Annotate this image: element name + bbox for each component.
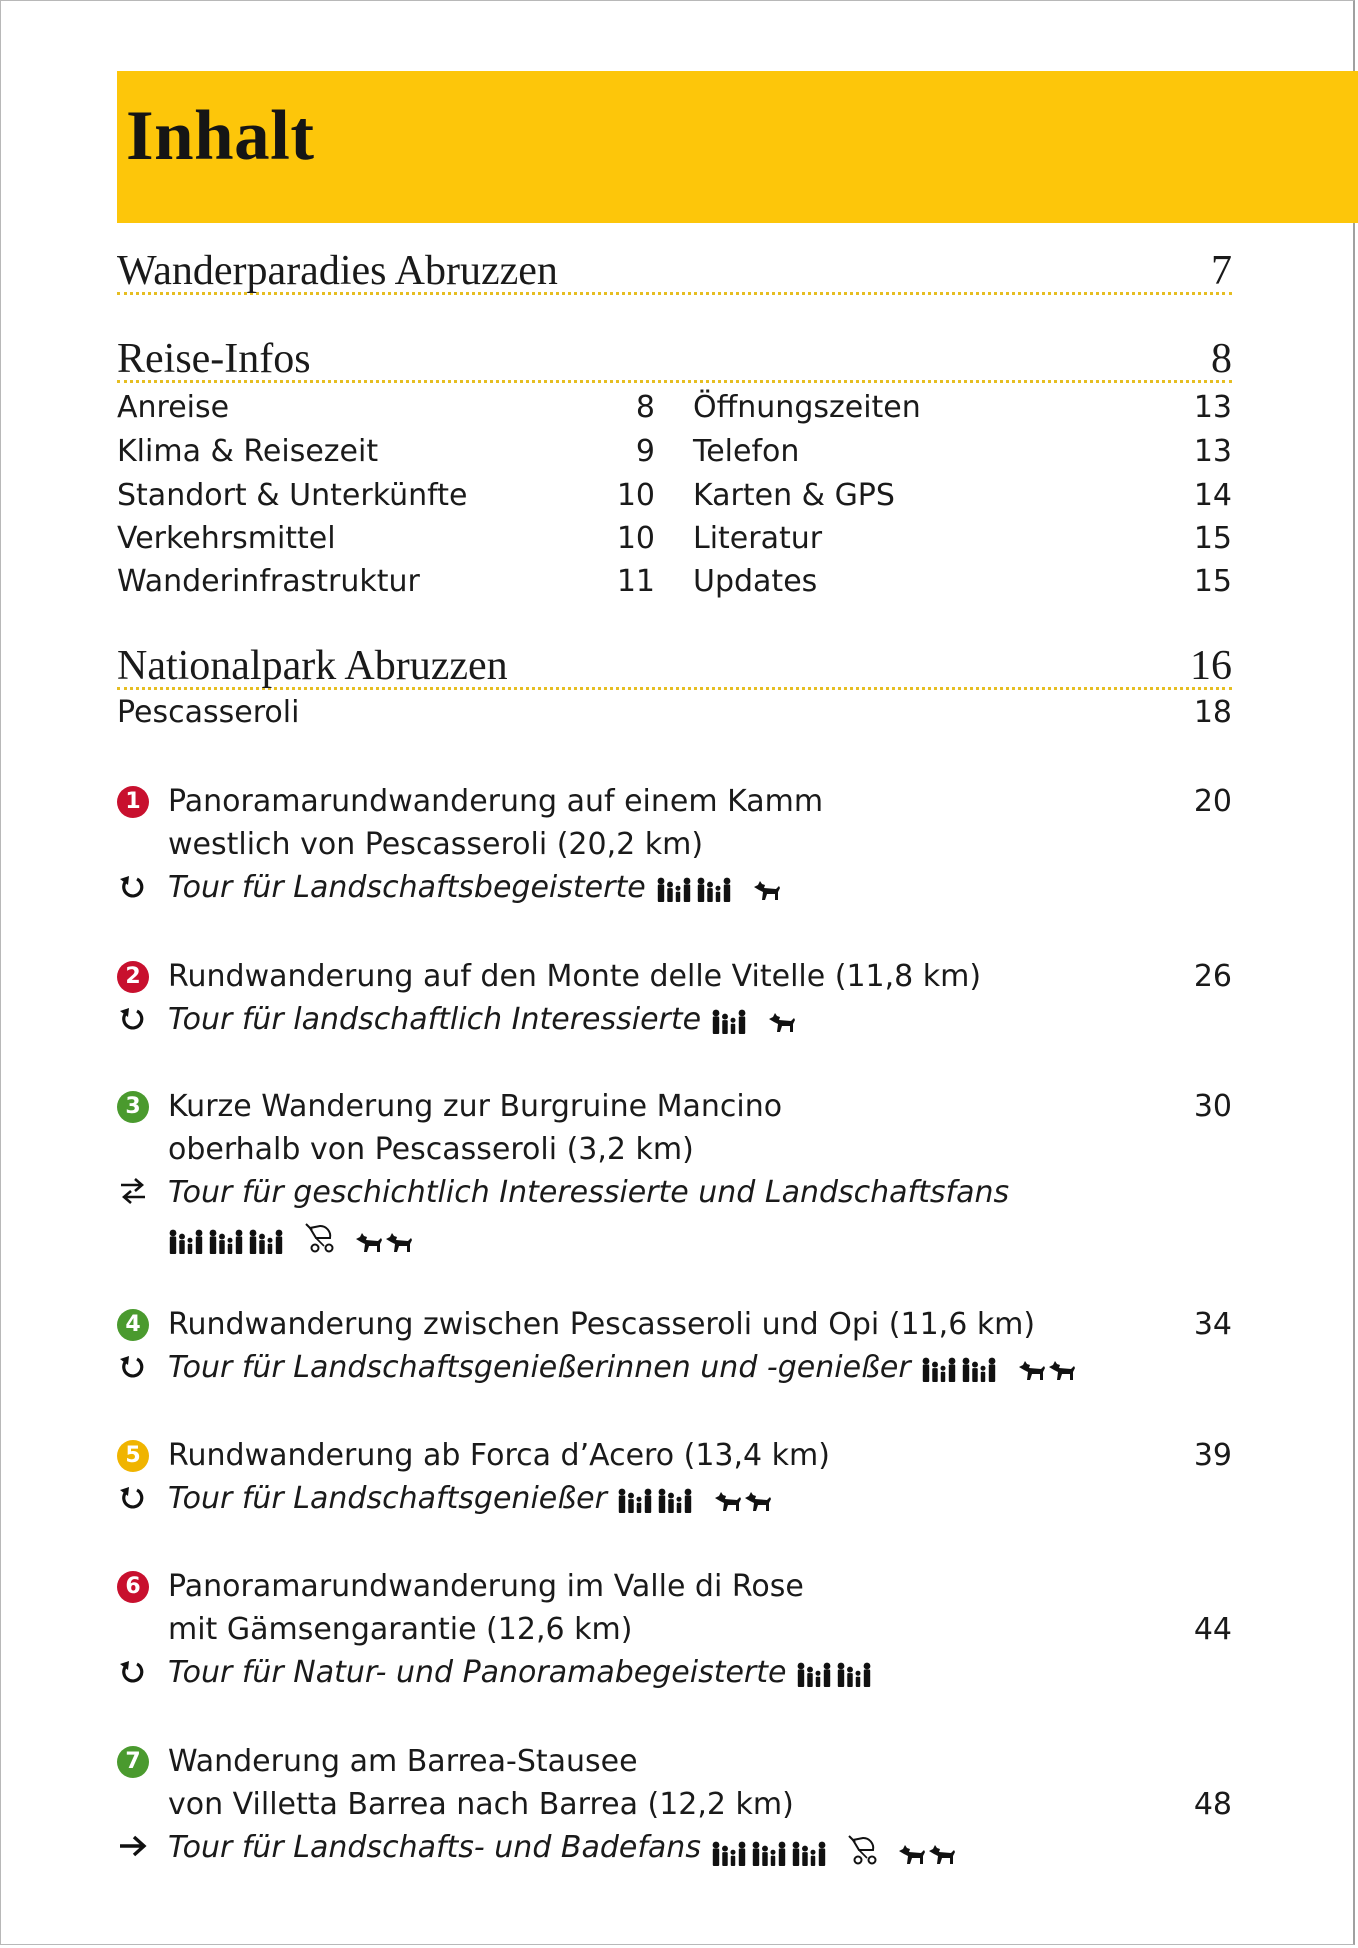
tour-title[interactable]: Panoramarundwanderung auf einem Kamm <box>168 784 824 819</box>
tour-subtitle: Tour für Landschaftsgenießerinnen und -genießer <box>168 1350 911 1385</box>
tour-number-badge: 5 <box>117 1440 149 1472</box>
dog-icon <box>767 1012 797 1034</box>
back-and-forth-arrow-icon <box>117 1173 149 1209</box>
section-page: 8 <box>1211 336 1232 382</box>
reise-item-page: 10 <box>616 478 655 513</box>
dog-icon <box>354 1232 384 1254</box>
family-icon <box>796 1661 836 1687</box>
dog-icon <box>743 1491 773 1513</box>
loop-arrow-icon <box>117 1348 149 1384</box>
tour-page: 30 <box>1193 1089 1232 1124</box>
section-wanderparadies[interactable] <box>117 250 1232 295</box>
difficulty-icons <box>711 1832 957 1866</box>
section-page: 7 <box>1211 248 1232 294</box>
loop-arrow-icon <box>117 1000 149 1036</box>
route-type <box>117 1348 149 1388</box>
family-icon <box>656 876 696 902</box>
tour-title[interactable]: Kurze Wanderung zur Burgruine Mancino <box>168 1089 783 1124</box>
route-type <box>117 1653 149 1693</box>
stroller-icon <box>304 1220 338 1254</box>
section-title: Wanderparadies Abruzzen <box>117 248 558 294</box>
tour-subtitle-line <box>168 1477 773 1520</box>
family-icon <box>248 1228 288 1254</box>
subentry-pescasseroli[interactable]: Pescasseroli <box>117 695 300 730</box>
family-icon <box>836 1661 876 1687</box>
difficulty-icons <box>796 1661 876 1687</box>
tour-subtitle-line <box>168 1826 957 1869</box>
tour-title[interactable]: von Villetta Barrea nach Barrea (12,2 km) <box>168 1787 794 1822</box>
tour-title[interactable]: Rundwanderung ab Forca d’Acero (13,4 km) <box>168 1438 830 1473</box>
difficulty-icons <box>168 1220 414 1254</box>
stroller-icon <box>847 1832 881 1866</box>
route-type <box>117 1828 149 1868</box>
route-type <box>117 1000 149 1040</box>
tour-subtitle-line <box>168 1171 1009 1214</box>
reise-item-page: 8 <box>635 390 655 425</box>
one-way-arrow-icon <box>117 1828 149 1864</box>
tour-number-badge: 1 <box>117 786 149 818</box>
reise-item-page: 13 <box>1193 390 1232 425</box>
dog-icon <box>927 1844 957 1866</box>
tour-subtitle: Tour für Landschafts- und Badefans <box>168 1830 701 1865</box>
loop-arrow-icon <box>117 1653 149 1689</box>
route-type <box>117 1173 149 1213</box>
loop-arrow-icon <box>117 1479 149 1515</box>
reise-item-page: 13 <box>1193 434 1232 469</box>
dog-icon <box>752 880 782 902</box>
reise-item-label[interactable]: Öffnungszeiten <box>693 390 921 425</box>
family-icon <box>961 1356 1001 1382</box>
reise-item-page: 15 <box>1193 521 1232 556</box>
family-icon <box>921 1356 961 1382</box>
tour-title[interactable]: Rundwanderung auf den Monte delle Vitelle (11,8 km) <box>168 959 982 994</box>
dog-icon <box>384 1232 414 1254</box>
section-title: Nationalpark Abruzzen <box>117 643 508 689</box>
route-type <box>117 1479 149 1519</box>
reise-item-page: 14 <box>1193 478 1232 513</box>
reise-item-label[interactable]: Karten & GPS <box>693 478 895 513</box>
reise-item-page: 11 <box>616 564 655 599</box>
tour-title[interactable]: Wanderung am Barrea-Stausee <box>168 1744 638 1779</box>
family-icon <box>617 1487 657 1513</box>
family-icon <box>711 1840 751 1866</box>
tour-subtitle: Tour für Landschaftsgenießer <box>168 1481 607 1516</box>
tour-title[interactable]: Rundwanderung zwischen Pescasseroli und Opi (11,6 km) <box>168 1307 1036 1342</box>
difficulty-icons <box>711 1008 797 1034</box>
tour-page: 44 <box>1193 1612 1232 1647</box>
dog-icon <box>1017 1360 1047 1382</box>
reise-item-label[interactable]: Wanderinfrastruktur <box>117 564 420 599</box>
reise-item-label[interactable]: Telefon <box>693 434 800 469</box>
reise-item-label[interactable]: Standort & Unterkünfte <box>117 478 468 513</box>
reise-item-label[interactable]: Updates <box>693 564 818 599</box>
family-icon <box>751 1840 791 1866</box>
tour-title[interactable]: mit Gämsengarantie (12,6 km) <box>168 1612 633 1647</box>
tour-title[interactable]: Panoramarundwanderung im Valle di Rose <box>168 1569 804 1604</box>
tour-subtitle-line <box>168 998 797 1041</box>
family-icon <box>791 1840 831 1866</box>
tour-page: 26 <box>1193 959 1232 994</box>
tour-subtitle: Tour für Natur- und Panoramabegeisterte <box>168 1655 787 1690</box>
family-icon <box>208 1228 248 1254</box>
difficulty-icons <box>617 1487 773 1513</box>
reise-item-label[interactable]: Literatur <box>693 521 823 556</box>
page-title: Inhalt <box>126 97 315 175</box>
tour-subtitle: Tour für landschaftlich Interessierte <box>168 1002 702 1037</box>
reise-item-label[interactable]: Klima & Reisezeit <box>117 434 379 469</box>
dog-icon <box>713 1491 743 1513</box>
dog-icon <box>897 1844 927 1866</box>
tour-subtitle-line <box>168 1651 876 1694</box>
tour-number-badge: 4 <box>117 1309 149 1341</box>
family-icon <box>657 1487 697 1513</box>
reise-item-label[interactable]: Verkehrsmittel <box>117 521 336 556</box>
dog-icon <box>1047 1360 1077 1382</box>
section-reise-infos[interactable] <box>117 338 1232 383</box>
tour-number-badge: 6 <box>117 1571 149 1603</box>
tour-page: 48 <box>1193 1787 1232 1822</box>
difficulty-icons <box>656 876 782 902</box>
loop-arrow-icon <box>117 868 149 904</box>
tour-title[interactable]: westlich von Pescasseroli (20,2 km) <box>168 827 704 862</box>
family-icon <box>711 1008 751 1034</box>
tour-subtitle: Tour für Landschaftsbegeisterte <box>168 870 646 905</box>
tour-title[interactable]: oberhalb von Pescasseroli (3,2 km) <box>168 1132 694 1167</box>
reise-item-page: 9 <box>635 434 655 469</box>
tour-subtitle-line <box>168 1346 1077 1389</box>
family-icon <box>696 876 736 902</box>
tour-page: 20 <box>1193 784 1232 819</box>
route-type <box>117 868 149 908</box>
tour-subtitle-line <box>168 866 782 909</box>
reise-item-page: 10 <box>616 521 655 556</box>
subentry-page: 18 <box>1193 695 1232 730</box>
tour-subtitle: Tour für geschichtlich Interessierte und Landschaftsfans <box>168 1175 1010 1210</box>
tour-number-badge: 3 <box>117 1091 149 1123</box>
tour-page: 34 <box>1193 1307 1232 1342</box>
family-icon <box>168 1228 208 1254</box>
tour-page: 39 <box>1193 1438 1232 1473</box>
section-title: Reise-Infos <box>117 336 311 382</box>
difficulty-icons <box>921 1356 1077 1382</box>
reise-item-label[interactable]: Anreise <box>117 390 230 425</box>
tour-number-badge: 7 <box>117 1746 149 1778</box>
reise-item-page: 15 <box>1193 564 1232 599</box>
tour-icons-line <box>168 1214 414 1257</box>
section-page: 16 <box>1190 643 1232 689</box>
section-nationalpark[interactable] <box>117 645 1232 690</box>
tour-number-badge: 2 <box>117 961 149 993</box>
